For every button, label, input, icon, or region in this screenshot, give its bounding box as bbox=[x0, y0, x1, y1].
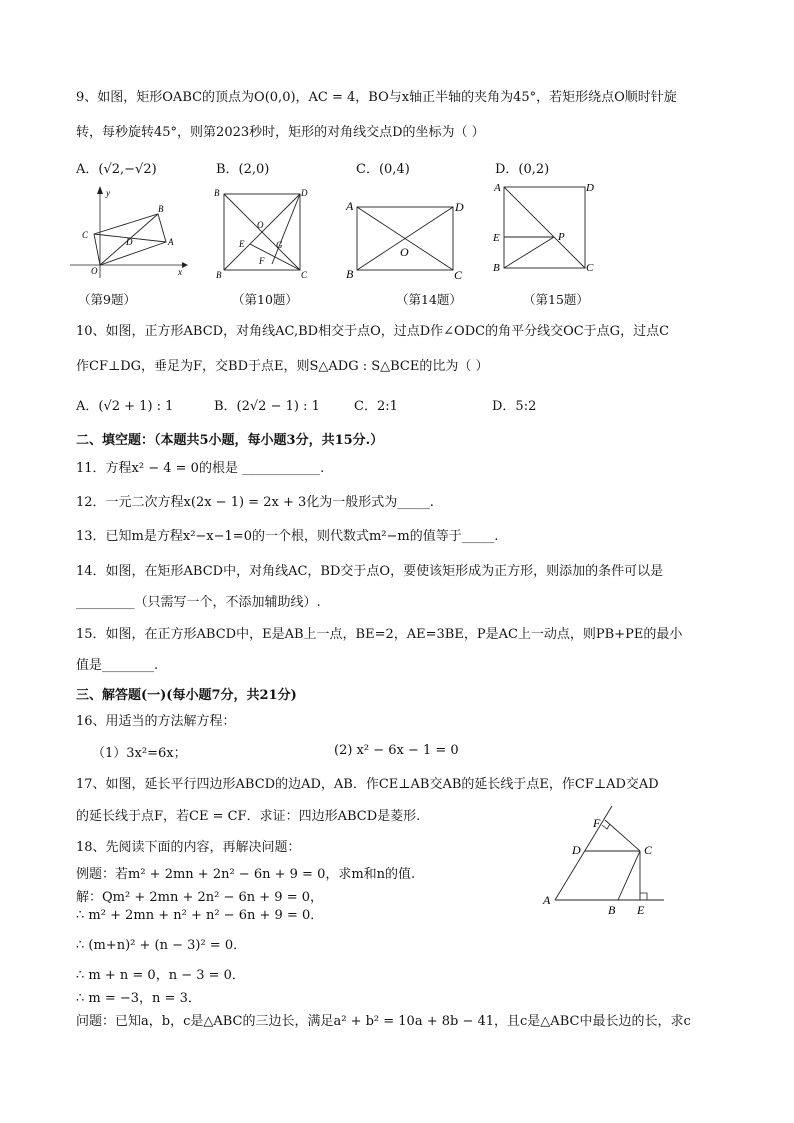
q15-line1: 15．如图，在正方形ABCD中，E是AB上一点，BE=2，AE=3BE，P是AC上一动点，则PB+PE的最小 bbox=[76, 627, 683, 642]
fig9-label-a: A bbox=[168, 237, 174, 247]
q9-line1: 9、如图，矩形OABC的顶点为O(0,0)，AC = 4，BO与x轴正半轴的夹角为45°，若矩形绕点O顺时针旋 bbox=[76, 90, 677, 105]
fig15-label-c: C bbox=[586, 262, 594, 274]
q18-problem: 问题：已知a，b，c是△ABC的三边长，满足a² + b² = 10a + 8b − 41，且c是△ABC中最长边的长，求c bbox=[76, 1014, 691, 1029]
caption-fig10: （第10题） bbox=[232, 292, 298, 307]
fig9-label-c: C bbox=[82, 230, 89, 240]
fig14-label-a: A bbox=[346, 199, 354, 213]
q16-part1: （1）3x²=6x； bbox=[92, 746, 187, 761]
fig10-label-e: E bbox=[239, 239, 245, 249]
fig10-label-tl: B bbox=[214, 188, 220, 198]
q15-line2: 值是________. bbox=[76, 658, 159, 673]
fig17-label-c: C bbox=[644, 843, 653, 857]
figure-15 bbox=[488, 178, 600, 276]
fig15-label-p: P bbox=[558, 231, 565, 243]
q12-text: 12．一元二次方程x(2x − 1) = 2x + 3化为一般形式为_____. bbox=[76, 495, 434, 510]
fig9-label-o: O bbox=[91, 266, 98, 276]
q18-solution-4: ∴ m + n = 0，n − 3 = 0． bbox=[76, 968, 245, 983]
q18-stem: 18、先阅读下面的内容，再解决问题： bbox=[76, 840, 301, 855]
q14-line2: _________（只需写一个，不添加辅助线）. bbox=[76, 595, 321, 610]
fig15-label-b: B bbox=[493, 262, 500, 274]
q10-line1: 10、如图，正方形ABCD，对角线AC,BD相交于点O，过点D作∠ODC的角平分线交OC于点G，过点C bbox=[76, 324, 670, 339]
fig17-label-e: E bbox=[637, 903, 645, 917]
caption-fig9: （第9题） bbox=[78, 292, 136, 307]
fig14-label-c: C bbox=[454, 268, 463, 282]
fig17-label-d: D bbox=[572, 843, 581, 857]
fig17-label-b: B bbox=[608, 903, 616, 917]
q10-option-c: C．2:1 bbox=[354, 399, 398, 414]
q9-option-b: B．(2,0) bbox=[216, 162, 270, 177]
fig14-label-b: B bbox=[346, 267, 354, 281]
fig15-label-a: A bbox=[494, 182, 501, 194]
q18-solution-5: ∴ m = −3，n = 3． bbox=[76, 991, 201, 1006]
q9-option-d: D．(0,2) bbox=[495, 162, 550, 177]
section-fill-in-heading: 二、填空题：（本题共5小题，每小题3分，共15分.） bbox=[76, 433, 384, 448]
q18-solution-3: ∴ (m+n)² + (n − 3)² = 0． bbox=[76, 938, 247, 953]
fig9-label-x: x bbox=[178, 267, 182, 277]
fig17-label-a: A bbox=[543, 893, 551, 907]
fig10-label-d: D bbox=[301, 188, 308, 198]
fig17-label-f: F bbox=[593, 816, 601, 830]
q10-option-b: B．(2√2 − 1) : 1 bbox=[214, 399, 320, 414]
q18-solution-1: 解：Qm² + 2mn + 2n² − 6n + 9 = 0， bbox=[76, 890, 323, 905]
q11-text: 11．方程x² − 4 = 0的根是 ____________. bbox=[76, 461, 325, 476]
fig9-label-b: B bbox=[158, 204, 164, 214]
q18-example: 例题：若m² + 2mn + 2n² − 6n + 9 = 0，求m和n的值. bbox=[76, 867, 416, 882]
caption-fig15: （第15题） bbox=[523, 292, 589, 307]
q16-stem: 16、用适当的方法解方程： bbox=[76, 714, 236, 729]
fig9-label-d: D bbox=[126, 237, 133, 247]
figure-17 bbox=[540, 800, 670, 918]
figure-9 bbox=[66, 184, 190, 280]
q9-option-a: A．(√2,−√2) bbox=[76, 162, 157, 177]
caption-fig14: （第14题） bbox=[396, 292, 462, 307]
q14-line1: 14．如图，在矩形ABCD中，对角线AC，BD交于点O，要使该矩形成为正方形，则添加的条件可以是 bbox=[76, 564, 664, 579]
section-solve-heading: 三、解答题(一)(每小题7分，共21分) bbox=[76, 688, 297, 703]
q13-text: 13．已知m是方程x²−x−1=0的一个根，则代数式m²−m的值等于_____. bbox=[76, 529, 499, 544]
fig14-label-d: D bbox=[455, 200, 464, 214]
fig10-label-g: G bbox=[276, 240, 283, 250]
q9-option-c: C．(0,4) bbox=[356, 162, 410, 177]
q10-line2: 作CF⊥DG，垂足为F，交BD于点E，则S△ADG : S△BCE的比为（ ） bbox=[76, 359, 489, 374]
fig9-label-y: y bbox=[106, 188, 110, 198]
fig15-label-e: E bbox=[493, 232, 500, 244]
fig15-label-d: D bbox=[586, 182, 594, 194]
q10-option-d: D．5:2 bbox=[492, 399, 537, 414]
q18-solution-2: ∴ m² + 2mn + n² + n² − 6n + 9 = 0． bbox=[76, 908, 324, 923]
q17-line2: 的延长线于点F，若CE = CF．求证：四边形ABCD是菱形. bbox=[76, 809, 421, 824]
fig10-label-f: F bbox=[259, 256, 265, 266]
q17-line1: 17、如图，延长平行四边形ABCD的边AD，AB．作CE⊥AB交AB的延长线于点E，作CF⊥AD交AD bbox=[76, 777, 659, 792]
fig14-label-o: O bbox=[400, 245, 409, 259]
figure-14 bbox=[343, 196, 473, 286]
q9-line2: 转，每秒旋转45°，则第2023秒时，矩形的对角线交点D的坐标为（ ） bbox=[76, 125, 485, 140]
fig10-label-c: C bbox=[301, 270, 308, 280]
q10-option-a: A．(√2 + 1) : 1 bbox=[76, 399, 174, 414]
q16-part2: (2) x² − 6x − 1 = 0 bbox=[334, 743, 459, 758]
fig10-label-o: O bbox=[257, 220, 264, 230]
figure-10 bbox=[212, 184, 312, 280]
fig10-label-b: B bbox=[216, 270, 222, 280]
